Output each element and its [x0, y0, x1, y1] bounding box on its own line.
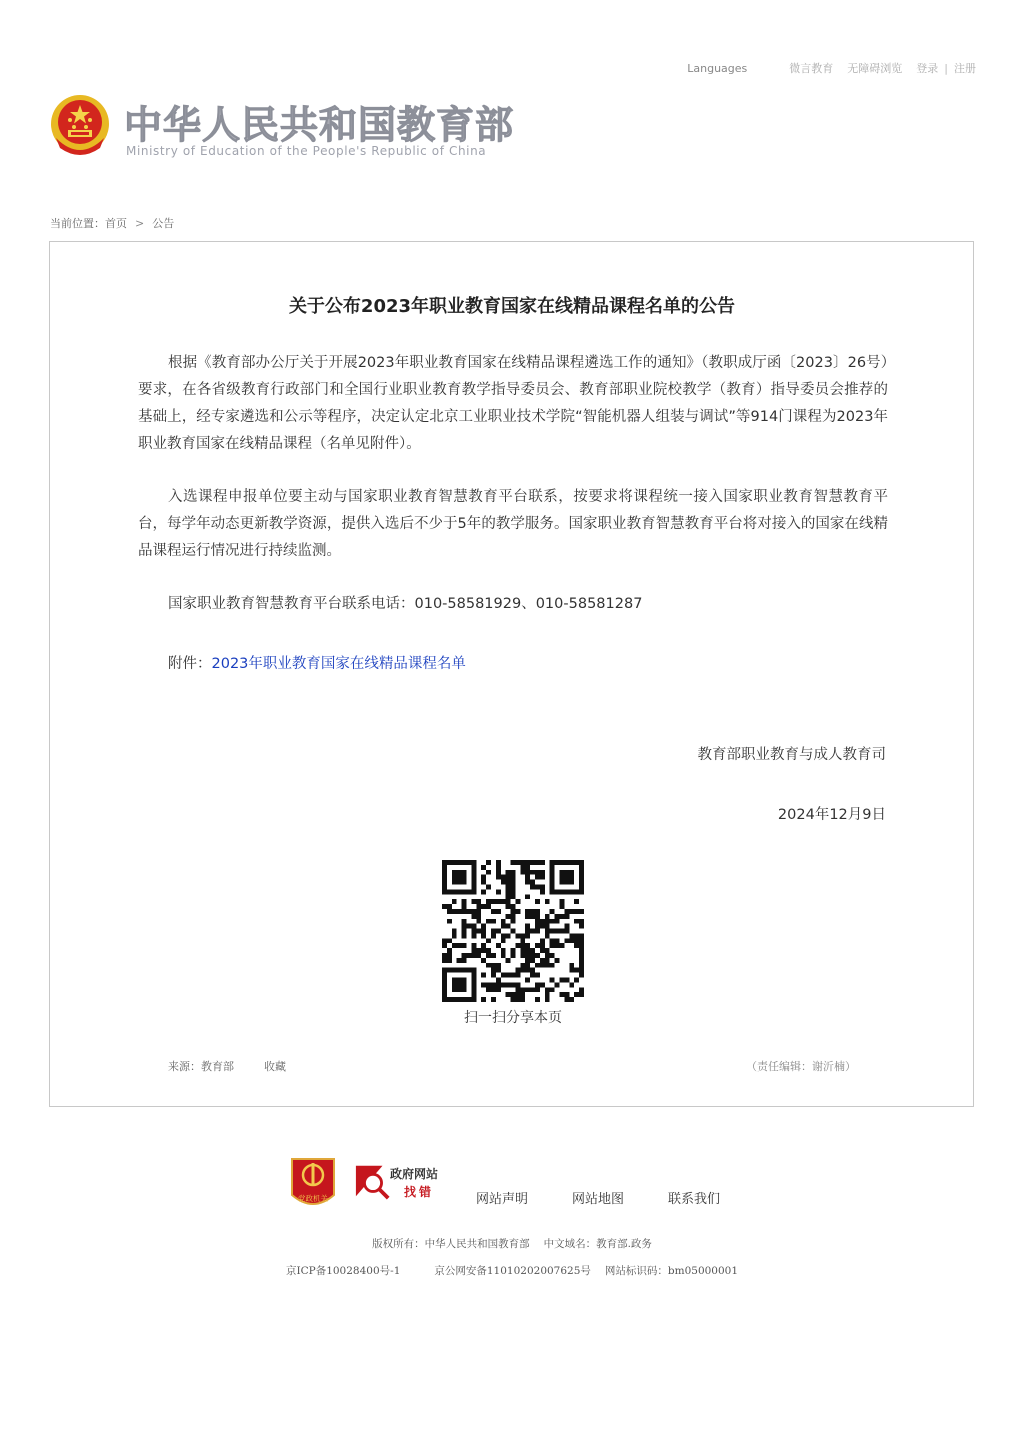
- copyright: 版权所有：中华人民共和国教育部: [372, 1238, 530, 1250]
- login-link[interactable]: 登录: [916, 62, 939, 75]
- contact-phone: 国家职业教育智慧教育平台联系电话：010-58581929、010-58581287: [168, 596, 643, 612]
- publish-date: 2024年12月9日: [777, 807, 886, 823]
- breadcrumb-home[interactable]: 首页: [105, 217, 127, 230]
- gov-site-subtitle: 找错: [404, 1185, 435, 1199]
- party-government-badge-icon[interactable]: [288, 1155, 338, 1213]
- registration-line: [0, 1263, 1024, 1278]
- paragraph-1: 根据《教育部办公厅关于开展2023年职业教育国家在线精品课程遴选工作的通知》（教职成厅函〔2023〕26号）要求，在各省级教育行政部门和全国行业职业教育教学指导委员会、教育部职业院校教学（教育）指导委员会推荐的基础上，经专家遴选和公示等程序，决定认定北京工业职业技术学院“智能机器人组装与调试”等914门课程为2023年职业教育国家在线精品课程（名单见附件）。: [138, 355, 888, 452]
- site-map-link[interactable]: 网站地图: [572, 1192, 625, 1207]
- site-statement-link[interactable]: 网站声明: [476, 1192, 529, 1207]
- chinese-domain: 中文域名：教育部.政务: [543, 1238, 652, 1250]
- accessible-browse-link[interactable]: 无障碍浏览: [847, 62, 903, 75]
- magnifier-icon: [354, 1161, 392, 1201]
- party-badge-text: 党政机关: [298, 1194, 328, 1203]
- logo-title: 中华人民共和国教育部: [124, 103, 515, 147]
- police-record[interactable]: 京公网安备11010202007625号: [434, 1265, 591, 1277]
- breadcrumb: [50, 215, 174, 231]
- share-qr-code: [442, 860, 584, 1002]
- attachment-line: [138, 651, 888, 678]
- breadcrumb-label: 当前位置：: [50, 217, 105, 230]
- qr-caption: 扫一扫分享本页: [464, 1010, 562, 1026]
- gov-error-report[interactable]: [354, 1161, 454, 1205]
- article-meta: [168, 1058, 286, 1074]
- source-label: 来源：教育部: [168, 1060, 234, 1073]
- favorite-button[interactable]: 收藏: [264, 1060, 286, 1073]
- national-emblem-icon: [48, 92, 112, 158]
- icp-number[interactable]: 京ICP备10028400号-1: [285, 1265, 401, 1277]
- login-separator: |: [944, 61, 948, 75]
- article-body: [138, 350, 888, 678]
- site-logo[interactable]: [48, 92, 515, 164]
- editor-label: （责任编辑：谢沂楠）: [746, 1060, 856, 1073]
- copyright-line: [0, 1236, 1024, 1251]
- weiyan-link[interactable]: 微言教育: [789, 62, 834, 75]
- contact-us-link[interactable]: 联系我们: [668, 1192, 721, 1207]
- languages-link[interactable]: Languages: [687, 61, 748, 75]
- paragraph-2: 入选课程申报单位要主动与国家职业教育智慧教育平台联系，按要求将课程统一接入国家职业教育智慧教育平台，每学年动态更新教学资源，提供入选后不少于5年的教学服务。国家职业教育智慧教育平台将对接入的国家在线精品课程运行情况进行持续监测。: [138, 489, 888, 559]
- breadcrumb-current: 公告: [152, 217, 175, 230]
- signature: 教育部职业教育与成人教育司: [697, 747, 886, 763]
- register-link[interactable]: 注册: [954, 62, 976, 75]
- top-bar: [673, 60, 976, 76]
- attachment-link[interactable]: 2023年职业教育国家在线精品课程名单: [211, 656, 466, 672]
- site-id: 网站标识码：bm05000001: [604, 1265, 739, 1277]
- gov-site-title: 政府网站: [390, 1167, 439, 1181]
- footer-links: [476, 1188, 764, 1207]
- breadcrumb-arrow-icon: >: [135, 217, 145, 230]
- attachment-label: 附件：: [168, 656, 212, 672]
- logo-subtitle: Ministry of Education of the People's Republic of China: [126, 144, 487, 158]
- article-title: 关于公布2023年职业教育国家在线精品课程名单的公告: [288, 296, 736, 317]
